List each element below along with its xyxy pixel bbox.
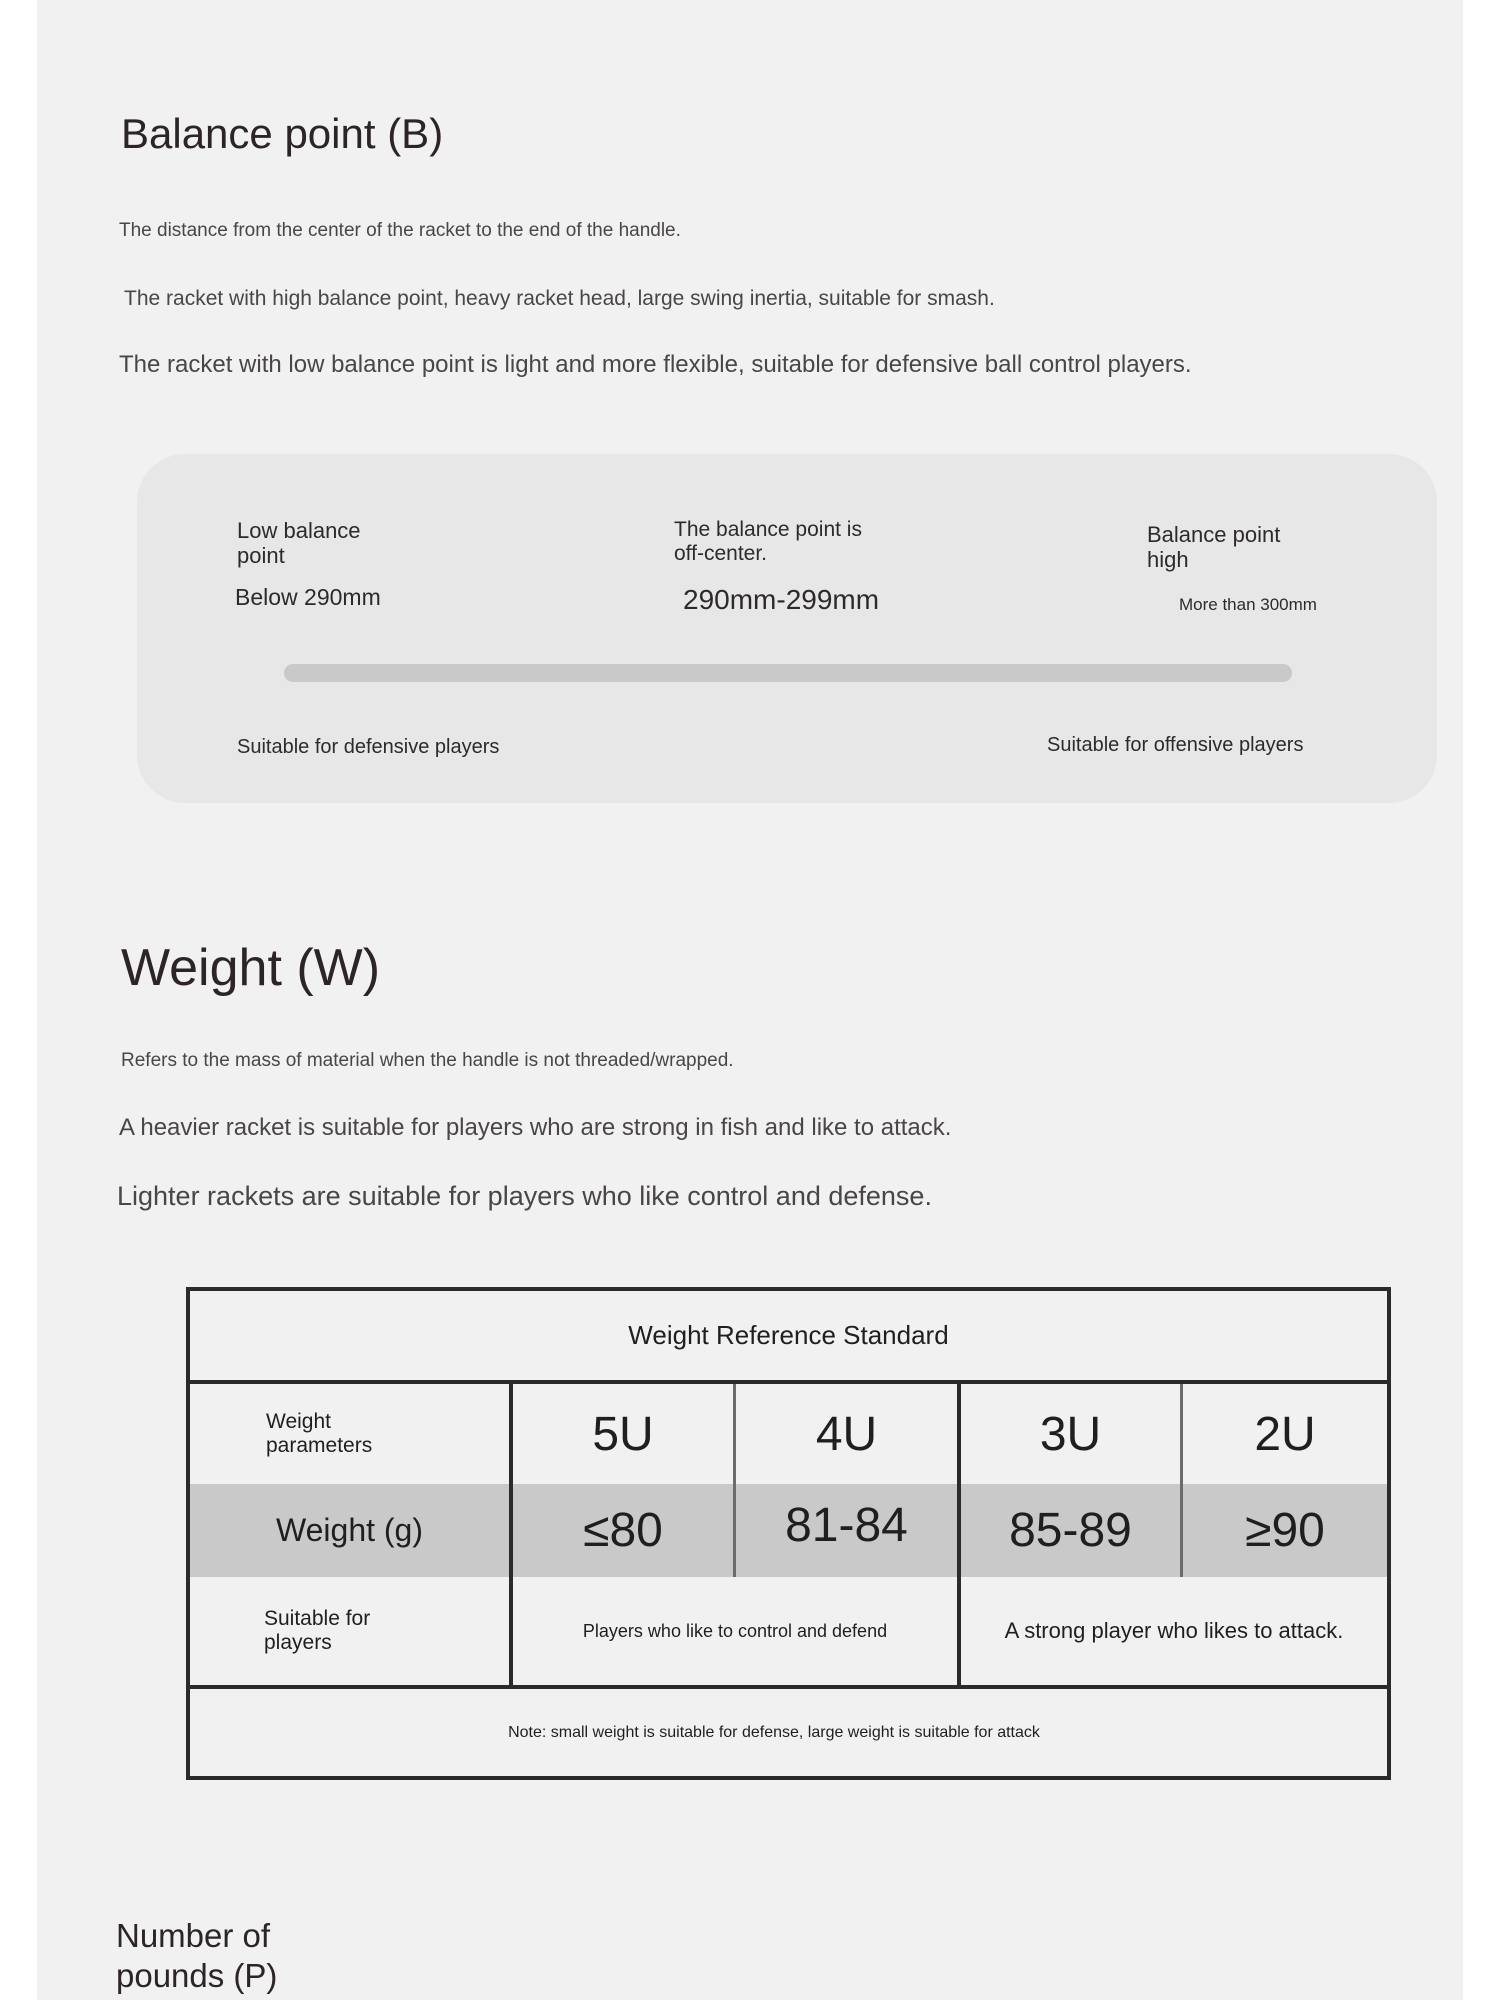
suitable-light-rackets: Players who like to control and defend — [582, 1620, 888, 1641]
balance-desc-1: The distance from the center of the racket to the end of the handle. — [119, 220, 681, 241]
offensive-note: Suitable for offensive players — [1047, 734, 1304, 756]
pounds-title-line2: pounds (P) — [116, 1956, 278, 1994]
high-balance-label-line1: Balance point — [1147, 522, 1281, 547]
weight-parameters-label-line2: parameters — [266, 1434, 373, 1457]
suitable-players-label-line2: players — [264, 1631, 332, 1654]
pounds-title-line1: Number of — [116, 1917, 271, 1954]
balance-desc-2: The racket with high balance point, heavy racket head, large swing inertia, suitable for smash. — [124, 287, 995, 310]
weight-grams-label: Weight (g) — [275, 1512, 423, 1548]
grade-2u: 2U — [1254, 1407, 1316, 1461]
page — [37, 0, 1463, 2000]
balance-scale-card — [137, 454, 1437, 803]
weight-value-5u: ≤80 — [583, 1504, 663, 1557]
weight-value-4u: 81-84 — [785, 1499, 908, 1552]
weight-value-2u: ≥90 — [1245, 1504, 1325, 1557]
high-balance-label-line2: high — [1147, 547, 1189, 573]
high-balance-value: More than 300mm — [1179, 595, 1317, 614]
weight-reference-table — [186, 1287, 1391, 1780]
low-balance-label-line2: point — [237, 543, 285, 569]
weight-desc-1: Refers to the mass of material when the handle is not threaded/wrapped. — [121, 1050, 734, 1071]
grade-3u: 3U — [1039, 1407, 1102, 1461]
weight-desc-3: Lighter rackets are suitable for players who like control and defense. — [117, 1181, 932, 1211]
mid-balance-label-line2: off-center. — [674, 542, 768, 566]
weight-value-3u: 85-89 — [1009, 1504, 1132, 1557]
grade-5u: 5U — [592, 1407, 654, 1461]
balance-desc-3: The racket with low balance point is light and more flexible, suitable for defensive ball control players. — [119, 351, 1192, 378]
weight-title: Weight (W) — [121, 939, 381, 997]
table-title: Weight Reference Standard — [628, 1320, 949, 1350]
suitable-players-label-line1: Suitable for — [264, 1606, 371, 1630]
balance-scale-track — [284, 664, 1292, 682]
weight-parameters-label-line1: Weight — [266, 1409, 331, 1433]
suitable-players-label — [264, 1577, 504, 1685]
grade-4u: 4U — [815, 1407, 878, 1461]
suitable-heavy-rackets: A strong player who likes to attack. — [1004, 1618, 1344, 1643]
mid-balance-value: 290mm-299mm — [683, 584, 880, 615]
mid-balance-label-line1: The balance point is — [674, 518, 862, 541]
defensive-note: Suitable for defensive players — [237, 736, 500, 758]
pounds-title — [116, 1916, 277, 1995]
low-balance-label-line1: Low balance — [237, 518, 361, 543]
weight-parameters-label — [266, 1384, 506, 1484]
low-balance-value: Below 290mm — [235, 584, 381, 610]
balance-title: Balance point (B) — [121, 110, 444, 157]
mid-balance-label — [674, 518, 862, 566]
weight-desc-2: A heavier racket is suitable for players who are strong in fish and like to attack. — [119, 1114, 952, 1141]
table-note: Note: small weight is suitable for defense, large weight is suitable for attack — [508, 1723, 1040, 1741]
high-balance-label — [1147, 522, 1280, 573]
low-balance-label — [237, 518, 361, 569]
